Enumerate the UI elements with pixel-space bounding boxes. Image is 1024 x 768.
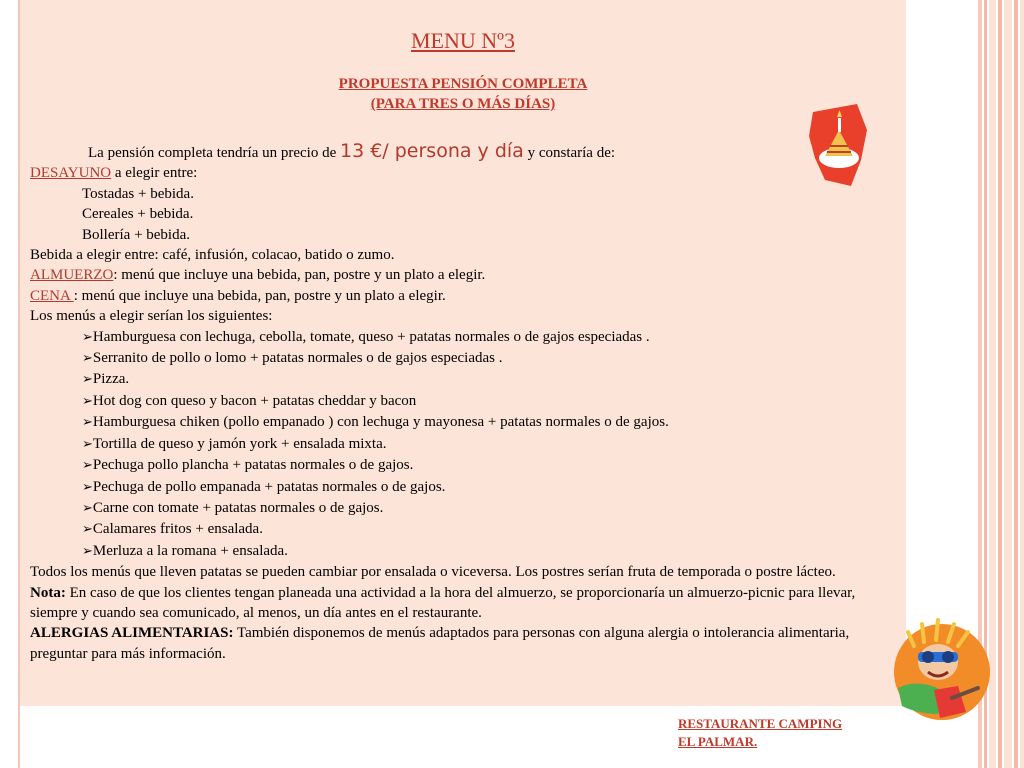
desayuno-label: DESAYUNO	[30, 165, 112, 182]
menu-item	[30, 519, 900, 540]
desayuno-heading	[30, 163, 900, 183]
menu-item	[30, 541, 900, 562]
menu-item	[30, 391, 900, 412]
alergias-text: También disponemos de menús adaptados para personas con alguna alergia o intolerancia alimentaria, preguntar para más información.	[30, 625, 850, 662]
menu-item-text: Pizza.	[92, 371, 130, 388]
menu-item	[30, 434, 900, 455]
arrow-bullet-icon: ➢	[82, 372, 93, 388]
menu-item-text: Hamburguesa con lechuga, cebolla, tomate, queso + patatas normales o de gajos especiadas .	[92, 328, 650, 345]
almuerzo-label: ALMUERZO	[30, 267, 114, 284]
arrow-bullet-icon: ➢	[82, 329, 93, 345]
menu-item	[30, 369, 900, 390]
arrow-bullet-icon: ➢	[82, 393, 93, 409]
desayuno-item: Tostadas + bebida.	[82, 185, 194, 202]
alergias-paragraph	[30, 623, 900, 664]
menu-item	[30, 327, 900, 348]
arrow-bullet-icon: ➢	[82, 436, 93, 452]
intro-text: La pensión completa tendría un precio de	[88, 145, 340, 161]
menu-item	[30, 477, 900, 498]
desayuno-text: a elegir entre:	[111, 165, 198, 182]
desayuno-item: Bollería + bebida.	[82, 226, 191, 243]
arrow-bullet-icon: ➢	[82, 351, 93, 367]
cena-text: : menú que incluye una bebida, pan, postre y un plato a elegir.	[73, 287, 446, 304]
menu-item	[30, 498, 900, 519]
menu-body	[30, 141, 900, 664]
menu-title: MENU Nº3	[411, 28, 515, 53]
menu-subtitle: PROPUESTA PENSIÓN COMPLETA	[338, 76, 588, 92]
salads-note: Todos los menús que lleven patatas se pueden cambiar por ensalada o viceversa. Los postres serían fruta de temporada o postre lácteo.	[30, 564, 836, 581]
price: 13 €/ persona y día	[340, 140, 524, 162]
menu-item-text: Carne con tomate + patatas normales o de gajos.	[92, 499, 384, 516]
desayuno-item: Cereales + bebida.	[82, 206, 194, 223]
nota-label: Nota:	[30, 584, 66, 601]
nota-paragraph	[30, 583, 900, 624]
menu-item	[30, 348, 900, 369]
footer-line-1[interactable]: RESTAURANTE CAMPING	[678, 716, 843, 731]
menus-intro: Los menús a elegir serían los siguientes:	[30, 308, 273, 325]
almuerzo-line	[30, 265, 900, 285]
menu-item-text: Hamburguesa chiken (pollo empanado ) con lechuga y mayonesa + patatas normales o de gajos.	[92, 414, 669, 431]
menu-item-text: Calamares fritos + ensalada.	[92, 521, 263, 538]
cena-line	[30, 286, 900, 306]
menu-item	[30, 455, 900, 476]
menu-item-text: Hot dog con queso y bacon + patatas cheddar y bacon	[92, 392, 417, 409]
arrow-bullet-icon: ➢	[82, 500, 93, 516]
nota-text: En caso de que los clientes tengan planeada una actividad a la hora del almuerzo, se proporcionaría un almuerzo-picnic para llevar, siempre y cuando sea comunicado, al menos, un día antes en el restaurante.	[30, 584, 856, 621]
cartoon-character-icon	[888, 618, 992, 728]
left-border-line	[18, 0, 20, 768]
arrow-bullet-icon: ➢	[82, 522, 93, 538]
arrow-bullet-icon: ➢	[82, 458, 93, 474]
menu-item-text: Pechuga de pollo empanada + patatas normales o de gajos.	[92, 478, 446, 495]
menu-item-text: Serranito de pollo o lomo + patatas normales o de gajos especiadas .	[92, 350, 503, 367]
intro-text-end: y constaría de:	[523, 145, 616, 161]
menu-subtitle-days: (PARA TRES O MÁS DÍAS)	[370, 96, 556, 112]
alergias-label: ALERGIAS ALIMENTARIAS:	[30, 625, 234, 642]
intro-line	[30, 141, 900, 163]
arrow-bullet-icon: ➢	[82, 543, 93, 559]
menu-item-text: Tortilla de queso y jamón york + ensalada mixta.	[92, 435, 387, 452]
drinks-line: Bebida a elegir entre: café, infusión, colacao, batido o zumo.	[30, 247, 395, 264]
restaurant-footer[interactable]	[678, 715, 898, 751]
footer-line-2[interactable]: EL PALMAR.	[678, 734, 758, 749]
menu-item	[30, 412, 900, 433]
menu-item-text: Pechuga pollo plancha + patatas normales o de gajos.	[92, 457, 414, 474]
cena-label: CENA	[30, 287, 74, 304]
arrow-bullet-icon: ➢	[82, 415, 93, 431]
almuerzo-text: : menú que incluye una bebida, pan, postre y un plato a elegir.	[113, 267, 486, 284]
arrow-bullet-icon: ➢	[82, 479, 93, 495]
menu-item-text: Merluza a la romana + ensalada.	[92, 542, 288, 559]
